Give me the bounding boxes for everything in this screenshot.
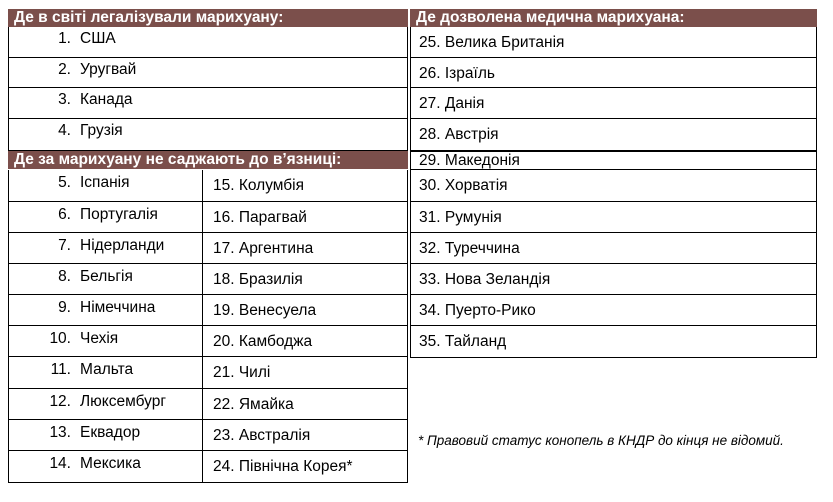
country-name: Грузія xyxy=(80,122,123,139)
row-number: 8. xyxy=(58,268,71,285)
row-number: 6. xyxy=(58,206,71,223)
country-entry: 33. Нова Зеландія xyxy=(419,271,551,288)
legal-row xyxy=(8,27,408,58)
decriminalized-row xyxy=(8,326,203,357)
medical-row xyxy=(410,58,817,88)
country-entry: 28. Австрія xyxy=(419,126,499,143)
country-entry: 19. Венесуела xyxy=(213,302,317,319)
country-entry: 21. Чилі xyxy=(213,364,271,381)
decriminalized-row xyxy=(8,451,203,483)
decriminalized-row xyxy=(8,295,203,326)
row-number: 5. xyxy=(58,174,71,191)
medical-row xyxy=(410,88,817,119)
country-name: Чехія xyxy=(80,330,119,347)
country-entry: 32. Туреччина xyxy=(419,240,520,257)
country-entry: 20. Камбоджа xyxy=(213,333,313,350)
medical-row xyxy=(410,233,817,264)
decriminalized-row xyxy=(8,233,203,264)
row-number: 14. xyxy=(49,455,71,472)
footnote: * Правовий статус конопель в КНДР до кінця не відомий. xyxy=(418,433,784,448)
country-entry: 31. Румунія xyxy=(419,209,502,226)
country-entry: 24. Північна Корея* xyxy=(213,458,353,475)
country-name: Нідерланди xyxy=(80,237,165,254)
decriminalized-row xyxy=(202,451,408,483)
country-name: США xyxy=(80,30,116,47)
decriminalized-row xyxy=(8,264,203,295)
decriminalized-row xyxy=(202,389,408,420)
medical-row xyxy=(410,119,817,151)
decriminalized-row xyxy=(202,233,408,264)
medical-row xyxy=(410,170,817,202)
decriminalized-row xyxy=(8,389,203,420)
row-number: 2. xyxy=(58,61,71,78)
country-entry: 30. Хорватія xyxy=(419,177,508,194)
decriminalized-row xyxy=(8,357,203,389)
row-number: 7. xyxy=(58,237,71,254)
country-name: Уругвай xyxy=(80,61,137,78)
country-entry: 25. Велика Британія xyxy=(419,34,565,51)
legal-row xyxy=(8,58,408,88)
country-entry: 26. Ізраїль xyxy=(419,65,495,82)
country-entry: 18. Бразилія xyxy=(213,271,303,288)
decriminalized-row xyxy=(202,295,408,326)
decriminalized-row xyxy=(8,420,203,451)
medical-row xyxy=(410,27,817,58)
country-name: Бельгія xyxy=(80,268,133,285)
country-name: Еквадор xyxy=(80,424,141,441)
decriminalized-row xyxy=(202,264,408,295)
medical-row xyxy=(410,326,817,358)
decriminalized-row xyxy=(202,420,408,451)
medical-header: Де дозволена медична марихуана: xyxy=(410,9,817,27)
decriminalized-row xyxy=(8,202,203,233)
country-entry: 17. Аргентина xyxy=(213,240,314,257)
row-number: 11. xyxy=(50,361,71,378)
country-entry: 16. Парагвай xyxy=(213,209,307,226)
decriminalized-row xyxy=(202,202,408,233)
medical-row xyxy=(410,151,817,170)
country-entry: 22. Ямайка xyxy=(213,396,294,413)
legal-row xyxy=(8,88,408,119)
decriminalized-header: Де за марихуану не саджають до в’язниці: xyxy=(8,151,408,169)
medical-row xyxy=(410,295,817,326)
country-entry: 35. Тайланд xyxy=(419,333,507,350)
country-name: Мальта xyxy=(80,361,134,378)
decriminalized-row xyxy=(202,170,408,202)
medical-row xyxy=(410,264,817,295)
row-number: 3. xyxy=(58,91,71,108)
decriminalized-row xyxy=(8,170,203,202)
row-number: 4. xyxy=(58,122,71,139)
country-name: Іспанія xyxy=(80,174,130,191)
country-entry: 29. Македонія xyxy=(419,152,520,169)
row-number: 10. xyxy=(49,330,71,347)
legal-header: Де в світі легалізували марихуану: xyxy=(8,9,408,27)
country-entry: 15. Колумбія xyxy=(213,177,304,194)
country-entry: 23. Австралія xyxy=(213,427,311,444)
decriminalized-row xyxy=(202,326,408,357)
country-name: Мексика xyxy=(80,455,141,472)
country-entry: 34. Пуерто-Рико xyxy=(419,302,536,319)
decriminalized-row xyxy=(202,357,408,389)
row-number: 12. xyxy=(49,393,71,410)
country-entry: 27. Данія xyxy=(419,95,485,112)
row-number: 13. xyxy=(49,424,71,441)
legal-row xyxy=(8,119,408,151)
country-name: Португалія xyxy=(80,206,158,223)
row-number: 1. xyxy=(58,30,71,47)
country-name: Люксембург xyxy=(80,393,166,410)
row-number: 9. xyxy=(58,299,71,316)
medical-row xyxy=(410,202,817,233)
country-name: Німеччина xyxy=(80,299,156,316)
country-name: Канада xyxy=(80,91,133,108)
